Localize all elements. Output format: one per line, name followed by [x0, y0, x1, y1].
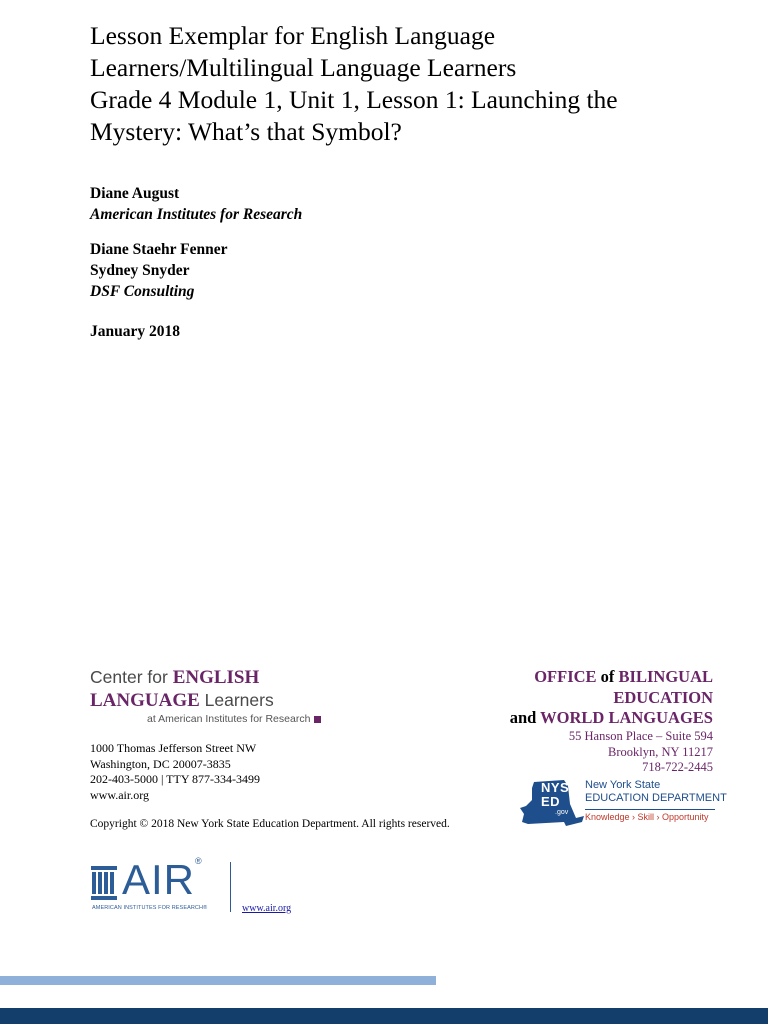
nysed-name: New York State EDUCATION DEPARTMENT: [585, 779, 727, 804]
copyright-notice: Copyright © 2018 New York State Education Department. All rights reserved.: [90, 818, 450, 830]
author-list: [90, 183, 302, 302]
cell-logo: Center for ENGLISH LANGUAGE Learners at American Institutes for Research: [90, 666, 330, 726]
address-city: Washington, DC 20007-3835: [90, 756, 231, 771]
footer-bar-light: [0, 976, 436, 985]
title-line-2: Learners/Multilingual Language Learners: [90, 53, 517, 82]
title-line-3: Grade 4 Module 1, Unit 1, Lesson 1: Launching the: [90, 85, 618, 114]
author-name: Diane August: [90, 185, 180, 202]
footer-bar-dark: [0, 1008, 768, 1024]
title-line-4: Mystery: What’s that Symbol?: [90, 117, 402, 146]
divider: [585, 809, 715, 810]
author-organization: DSF Consulting: [90, 283, 195, 300]
office-address-street: 55 Hanson Place – Suite 594: [568, 729, 713, 743]
author-name: Diane Staehr Fenner: [90, 241, 228, 258]
office-address-city: Brooklyn, NY 11217: [608, 744, 713, 759]
page-title: [90, 20, 710, 148]
address-street: 1000 Thomas Jefferson Street NW: [90, 741, 257, 755]
publication-date: January 2018: [90, 323, 180, 340]
nysed-logo: NYS ED .gov New York State EDUCATION DEPARTMENT Knowledge › Skill › Opportunity: [520, 778, 720, 828]
office-name: OFFICE of BILINGUAL EDUCATION and WORLD LANGUAGES: [509, 667, 713, 727]
columns-icon: [91, 866, 117, 900]
title-line-1: Lesson Exemplar for English Language: [90, 21, 496, 50]
author-name: Sydney Snyder: [90, 262, 190, 279]
author-organization: American Institutes for Research: [90, 206, 303, 223]
address-web: www.air.org: [90, 787, 149, 802]
air-address: [90, 741, 260, 803]
air-logo: [91, 856, 231, 916]
divider: [230, 862, 231, 912]
address-phone: 202-403-5000 | TTY 877-334-3499: [90, 772, 261, 786]
square-icon: [314, 716, 321, 723]
air-logo-text: AIR®: [122, 856, 203, 903]
air-website-link[interactable]: www.air.org: [242, 903, 292, 914]
nysed-tagline: Knowledge › Skill › Opportunity: [585, 812, 709, 822]
office-address: [569, 729, 713, 776]
office-address-phone: 718-722-2445: [642, 760, 713, 774]
air-logo-subtitle: AMERICAN INSTITUTES FOR RESEARCH®: [92, 905, 208, 911]
